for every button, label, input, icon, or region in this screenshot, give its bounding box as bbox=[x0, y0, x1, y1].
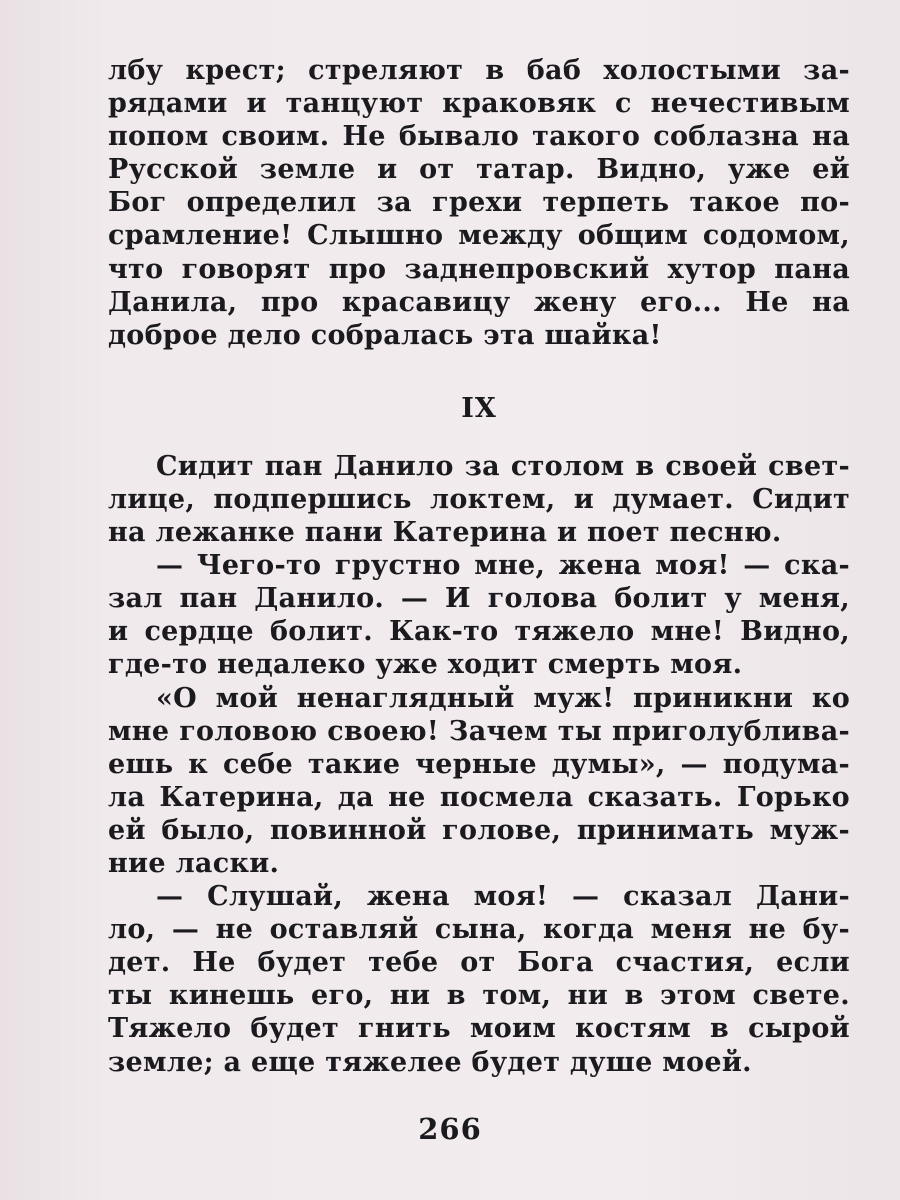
text-line: Сидит пан Данило за столом в своей свет- bbox=[156, 450, 850, 482]
text-line: мне головою своею! Зачем ты приголублива- bbox=[108, 715, 850, 747]
text-line: ей было, повинной голове, принимать муж- bbox=[108, 814, 850, 846]
text-line: что говорят про заднепровский хутор пана bbox=[108, 253, 850, 285]
text-line: и сердце болит. Как-то тяжело мне! Видно, bbox=[108, 616, 850, 648]
text-line: доброе дело собралась эта шайка! bbox=[108, 319, 662, 351]
text-line: ешь к себе такие черные думы», — подума- bbox=[108, 748, 850, 780]
text-line: рядами и танцуют краковяк с нечестивым bbox=[108, 88, 850, 120]
text-line: ние ласки. bbox=[108, 847, 280, 879]
text-line: Русской земле и от татар. Видно, уже ей bbox=[108, 154, 850, 186]
text-line: на лежанке пани Катерина и поет песню. bbox=[108, 517, 782, 549]
text-line: срамление! Слышно между общим содомом, bbox=[108, 220, 850, 252]
text-line: зал пан Данило. — И голова болит у меня, bbox=[108, 583, 850, 615]
text-line: «О мой ненаглядный муж! приникни ко bbox=[156, 682, 850, 714]
text-line: — Чего-то грустно мне, жена моя! — ска- bbox=[156, 550, 850, 582]
text-line: Бог определил за грехи терпеть такое по- bbox=[108, 187, 850, 219]
text-line: — Слушай, жена моя! — сказал Дани- bbox=[156, 881, 850, 913]
text-line: земле; а еще тяжелее будет душе моей. bbox=[108, 1046, 752, 1078]
text-line: ла Катерина, да не посмела сказать. Горько bbox=[108, 781, 850, 813]
text-line: где-то недалеко уже ходит смерть моя. bbox=[108, 649, 743, 681]
text-line: Тяжело будет гнить моим костям в сырой bbox=[108, 1013, 850, 1045]
text-line: Данила, про красавицу жену его... Не на bbox=[108, 286, 850, 318]
text-line: дет. Не будет тебе от Бога счастия, если bbox=[108, 947, 850, 979]
chapter-heading: IX bbox=[461, 392, 497, 424]
text-line: лице, подпершись локтем, и думает. Сидит bbox=[108, 483, 850, 515]
page-number: 266 bbox=[418, 1112, 482, 1146]
text-line: попом своим. Не бывало такого соблазна на bbox=[108, 121, 850, 153]
text-line: лбу крест; стреляют в баб холостыми за- bbox=[108, 55, 850, 86]
text-line: ло, — не оставляй сына, когда меня не бу- bbox=[108, 914, 850, 946]
chapter-body bbox=[108, 450, 850, 1079]
page-text bbox=[108, 54, 850, 1079]
paragraph-before-chapter bbox=[108, 54, 850, 352]
text-line: ты кинешь его, ни в том, ни в этом свете. bbox=[108, 980, 850, 1012]
